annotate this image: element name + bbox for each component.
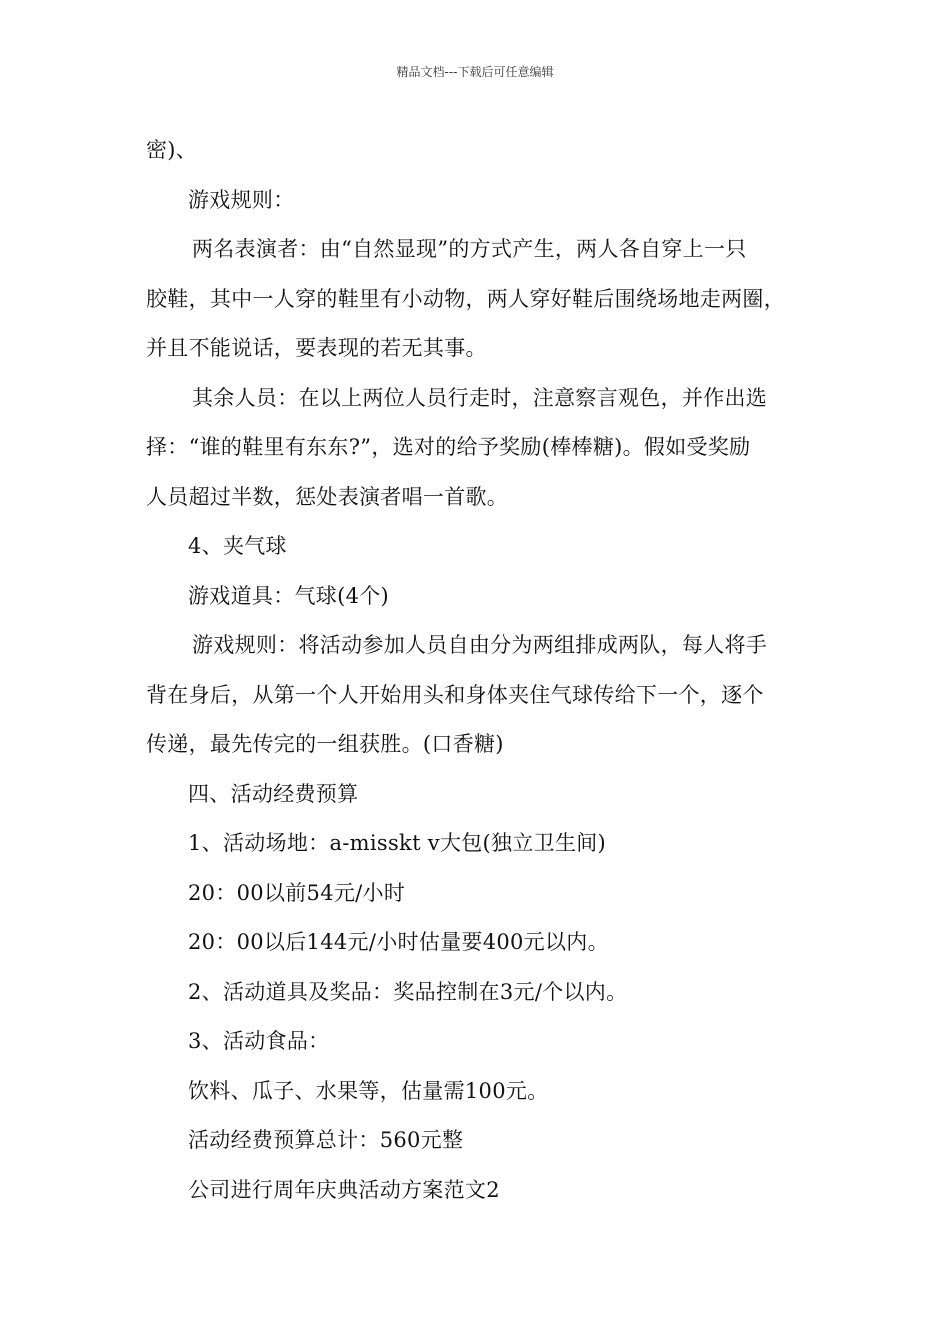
paragraph-line: 游戏规则：将活动参加人员自由分为两组排成两队，每人将手 [192,633,768,657]
paragraph-line: 公司进行周年庆典活动方案范文2 [188,1177,500,1202]
paragraph-line: 胶鞋，其中一人穿的鞋里有小动物，两人穿好鞋后围绕场地走两圈， [146,286,785,311]
paragraph-line: 传递，最先传完的一组获胜。(口香糖) [146,732,504,756]
paragraph-line: 1、活动场地：a-misskt v大包(独立卫生间) [188,831,607,855]
paragraph-line: 20：00以前54元/小时 [188,880,406,905]
paragraph-line: 并且不能说话，要表现的若无其事。 [146,336,487,360]
paragraph-line: 择：“谁的鞋里有东东?”，选对的给予奖励(棒棒糖)。假如受奖励 [146,435,751,459]
paragraph-line: 4、夹气球 [188,534,287,558]
paragraph-line: 游戏道具：气球(4个) [188,583,390,608]
paragraph-line: 密)、 [146,138,198,162]
paragraph-line: 两名表演者：由“自然显现”的方式产生，两人各自穿上一只 [192,237,747,261]
paragraph-line: 20：00以后144元/小时估量要400元以内。 [188,930,609,954]
document-body [146,126,818,1215]
paragraph-line: 其余人员：在以上两位人员行走时，注意察言观色，并作出选 [192,385,768,410]
paragraph-line: 2、活动道具及奖品：奖品控制在3元/个以内。 [188,979,628,1004]
paragraph-line: 活动经费预算总计：560元整 [188,1128,464,1152]
paragraph-line: 四、活动经费预算 [188,781,359,806]
paragraph-line: 人员超过半数，惩处表演者唱一首歌。 [146,484,509,509]
page-header: 精品文档---下载后可任意编辑 [396,65,554,79]
paragraph-line: 3、活动食品： [188,1029,330,1053]
paragraph-line: 背在身后，从第一个人开始用头和身体夹住气球传给下一个，逐个 [146,682,764,707]
paragraph-line: 饮料、瓜子、水果等，估量需100元。 [188,1078,549,1103]
paragraph-line: 游戏规则： [188,187,295,212]
